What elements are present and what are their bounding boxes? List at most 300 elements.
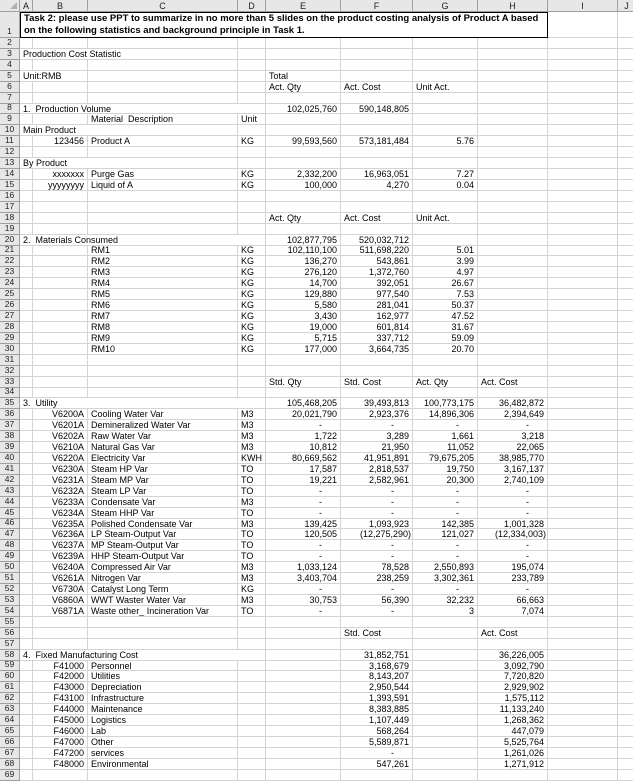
cell-D65[interactable] xyxy=(238,726,266,737)
cell-D27[interactable]: KG xyxy=(238,311,266,322)
row-header-42[interactable]: 42 xyxy=(0,475,20,486)
cell-F47[interactable]: (12,275,290) xyxy=(341,529,413,540)
row-header-53[interactable]: 53 xyxy=(0,595,20,606)
cell-I21[interactable] xyxy=(548,246,618,257)
cell-B11[interactable]: 123456 xyxy=(33,136,88,147)
cell-C45[interactable]: Steam HHP Var xyxy=(88,508,238,519)
cell-I9[interactable] xyxy=(548,114,618,125)
cell-H47[interactable]: (12,334,003) xyxy=(478,529,548,540)
cell-E59[interactable] xyxy=(266,661,341,672)
cell-E14[interactable]: 2,332,200 xyxy=(266,169,341,180)
cell-I47[interactable] xyxy=(548,529,618,540)
cell-C51[interactable]: Nitrogen Var xyxy=(88,573,238,584)
row-header-7[interactable]: 7 xyxy=(0,93,20,104)
cell-H19[interactable] xyxy=(478,224,548,235)
row-header-59[interactable]: 59 xyxy=(0,661,20,672)
cell-B36[interactable]: V6200A xyxy=(33,409,88,420)
cell-F45[interactable]: - xyxy=(341,508,413,519)
row-header-35[interactable]: 35 xyxy=(0,398,20,409)
cell-A20[interactable]: 2. Materials Consumed xyxy=(20,235,266,246)
cell-C17[interactable] xyxy=(88,202,238,213)
cell-G60[interactable] xyxy=(413,671,478,682)
cell-D60[interactable] xyxy=(238,671,266,682)
cell-G29[interactable]: 59.09 xyxy=(413,333,478,344)
cell-E10[interactable] xyxy=(266,125,341,136)
cell-E6[interactable]: Act. Qty xyxy=(266,82,341,93)
cell-F9[interactable] xyxy=(341,114,413,125)
cell-C16[interactable] xyxy=(88,191,238,202)
cell-G48[interactable]: - xyxy=(413,540,478,551)
cell-D63[interactable] xyxy=(238,704,266,715)
cell-J67[interactable] xyxy=(618,748,633,759)
row-header-32[interactable]: 32 xyxy=(0,366,20,377)
cell-H32[interactable] xyxy=(478,366,548,377)
cell-A34[interactable] xyxy=(20,388,33,399)
cell-J31[interactable] xyxy=(618,355,633,366)
cell-J37[interactable] xyxy=(618,420,633,431)
cell-F7[interactable] xyxy=(341,93,413,104)
cell-D57[interactable] xyxy=(238,639,266,650)
cell-F25[interactable]: 977,540 xyxy=(341,289,413,300)
cell-H53[interactable]: 66,663 xyxy=(478,595,548,606)
cell-D7[interactable] xyxy=(238,93,266,104)
cell-J25[interactable] xyxy=(618,289,633,300)
cell-G3[interactable] xyxy=(413,49,478,60)
cell-I33[interactable] xyxy=(548,377,618,388)
cell-C2[interactable] xyxy=(88,38,238,49)
cell-G35[interactable]: 100,773,175 xyxy=(413,398,478,409)
cell-C64[interactable]: Logistics xyxy=(88,715,238,726)
cell-A61[interactable] xyxy=(20,682,33,693)
cell-G11[interactable]: 5.76 xyxy=(413,136,478,147)
cell-C63[interactable]: Maintenance xyxy=(88,704,238,715)
cell-I39[interactable] xyxy=(548,442,618,453)
cell-D49[interactable]: TO xyxy=(238,551,266,562)
cell-D18[interactable] xyxy=(238,213,266,224)
cell-E49[interactable]: - xyxy=(266,551,341,562)
cell-D43[interactable]: TO xyxy=(238,486,266,497)
cell-A51[interactable] xyxy=(20,573,33,584)
row-header-5[interactable]: 5 xyxy=(0,71,20,82)
cell-I43[interactable] xyxy=(548,486,618,497)
cell-J10[interactable] xyxy=(618,125,633,136)
cell-C44[interactable]: Condensate Var xyxy=(88,497,238,508)
cell-G65[interactable] xyxy=(413,726,478,737)
cell-E63[interactable] xyxy=(266,704,341,715)
cell-H35[interactable]: 36,482,872 xyxy=(478,398,548,409)
cell-G58[interactable] xyxy=(413,650,478,661)
cell-B38[interactable]: V6202A xyxy=(33,431,88,442)
row-header-18[interactable]: 18 xyxy=(0,213,20,224)
select-all-corner[interactable] xyxy=(0,0,20,12)
cell-B30[interactable] xyxy=(33,344,88,355)
cell-F3[interactable] xyxy=(341,49,413,60)
row-header-33[interactable]: 33 xyxy=(0,377,20,388)
cell-J42[interactable] xyxy=(618,475,633,486)
cell-G37[interactable]: - xyxy=(413,420,478,431)
cell-D66[interactable] xyxy=(238,737,266,748)
cell-F12[interactable] xyxy=(341,147,413,158)
cell-J57[interactable] xyxy=(618,639,633,650)
cell-J44[interactable] xyxy=(618,497,633,508)
cell-J29[interactable] xyxy=(618,333,633,344)
cell-E33[interactable]: Std. Qty xyxy=(266,377,341,388)
cell-A43[interactable] xyxy=(20,486,33,497)
cell-D30[interactable]: KG xyxy=(238,344,266,355)
cell-C34[interactable] xyxy=(88,388,238,399)
row-header-1[interactable]: 1 xyxy=(0,12,20,38)
cell-J68[interactable] xyxy=(618,759,633,770)
cell-H48[interactable]: - xyxy=(478,540,548,551)
cell-G34[interactable] xyxy=(413,388,478,399)
row-header-55[interactable]: 55 xyxy=(0,617,20,628)
cell-C52[interactable]: Catalyst Long Term xyxy=(88,584,238,595)
cell-H66[interactable]: 5,525,764 xyxy=(478,737,548,748)
cell-G68[interactable] xyxy=(413,759,478,770)
cell-J28[interactable] xyxy=(618,322,633,333)
row-header-4[interactable]: 4 xyxy=(0,60,20,71)
cell-A13[interactable]: By Product xyxy=(20,158,238,169)
cell-E67[interactable] xyxy=(266,748,341,759)
cell-E27[interactable]: 3,430 xyxy=(266,311,341,322)
cell-I60[interactable] xyxy=(548,671,618,682)
column-header-E[interactable]: E xyxy=(266,0,341,12)
cell-E31[interactable] xyxy=(266,355,341,366)
cell-H42[interactable]: 2,740,109 xyxy=(478,475,548,486)
cell-F34[interactable] xyxy=(341,388,413,399)
cell-F8[interactable]: 590,148,805 xyxy=(341,104,413,115)
cell-G55[interactable] xyxy=(413,617,478,628)
cell-H40[interactable]: 38,985,770 xyxy=(478,453,548,464)
row-header-8[interactable]: 8 xyxy=(0,104,20,115)
cell-H11[interactable] xyxy=(478,136,548,147)
cell-H59[interactable]: 3,092,790 xyxy=(478,661,548,672)
cell-E29[interactable]: 5,715 xyxy=(266,333,341,344)
cell-A24[interactable] xyxy=(20,278,33,289)
row-header-10[interactable]: 10 xyxy=(0,125,20,136)
cell-D68[interactable] xyxy=(238,759,266,770)
cell-A64[interactable] xyxy=(20,715,33,726)
cell-D13[interactable] xyxy=(238,158,266,169)
cell-I55[interactable] xyxy=(548,617,618,628)
cell-I6[interactable] xyxy=(548,82,618,93)
cell-G14[interactable]: 7.27 xyxy=(413,169,478,180)
cell-C68[interactable]: Environmental xyxy=(88,759,238,770)
cell-C9[interactable]: Material Description xyxy=(88,114,238,125)
cell-H7[interactable] xyxy=(478,93,548,104)
column-header-I[interactable]: I xyxy=(548,0,618,12)
cell-A7[interactable] xyxy=(20,93,33,104)
cell-E39[interactable]: 10,812 xyxy=(266,442,341,453)
cell-G42[interactable]: 20,300 xyxy=(413,475,478,486)
cell-C33[interactable] xyxy=(88,377,238,388)
cell-A2[interactable] xyxy=(20,38,33,49)
cell-B33[interactable] xyxy=(33,377,88,388)
cell-G19[interactable] xyxy=(413,224,478,235)
cell-J59[interactable] xyxy=(618,661,633,672)
cell-J48[interactable] xyxy=(618,540,633,551)
cell-D45[interactable]: TO xyxy=(238,508,266,519)
cell-I25[interactable] xyxy=(548,289,618,300)
cell-H41[interactable]: 3,167,137 xyxy=(478,464,548,475)
cell-I34[interactable] xyxy=(548,388,618,399)
cell-I10[interactable] xyxy=(548,125,618,136)
cell-F30[interactable]: 3,664,735 xyxy=(341,344,413,355)
cell-B51[interactable]: V6261A xyxy=(33,573,88,584)
cell-E17[interactable] xyxy=(266,202,341,213)
cell-G18[interactable]: Unit Act. xyxy=(413,213,478,224)
cell-H33[interactable]: Act. Cost xyxy=(478,377,548,388)
cell-B69[interactable] xyxy=(33,770,88,781)
cell-J3[interactable] xyxy=(618,49,633,60)
cell-F43[interactable]: - xyxy=(341,486,413,497)
cell-J45[interactable] xyxy=(618,508,633,519)
cell-A15[interactable] xyxy=(20,180,33,191)
cell-B46[interactable]: V6235A xyxy=(33,519,88,530)
cell-H10[interactable] xyxy=(478,125,548,136)
cell-B64[interactable]: F45000 xyxy=(33,715,88,726)
cell-H67[interactable]: 1,261,026 xyxy=(478,748,548,759)
cell-E55[interactable] xyxy=(266,617,341,628)
cell-C25[interactable]: RM5 xyxy=(88,289,238,300)
cell-B23[interactable] xyxy=(33,267,88,278)
row-header-69[interactable]: 69 xyxy=(0,770,20,781)
cell-G17[interactable] xyxy=(413,202,478,213)
cell-F14[interactable]: 16,963,051 xyxy=(341,169,413,180)
cell-D51[interactable]: M3 xyxy=(238,573,266,584)
cell-B19[interactable] xyxy=(33,224,88,235)
cell-E51[interactable]: 3,403,704 xyxy=(266,573,341,584)
cell-E38[interactable]: 1,722 xyxy=(266,431,341,442)
cell-E62[interactable] xyxy=(266,693,341,704)
cell-H18[interactable] xyxy=(478,213,548,224)
cell-G47[interactable]: 121,027 xyxy=(413,529,478,540)
cell-D5[interactable] xyxy=(238,71,266,82)
cell-F27[interactable]: 162,977 xyxy=(341,311,413,322)
cell-C59[interactable]: Personnel xyxy=(88,661,238,672)
cell-E23[interactable]: 276,120 xyxy=(266,267,341,278)
cell-I13[interactable] xyxy=(548,158,618,169)
row-header-31[interactable]: 31 xyxy=(0,355,20,366)
row-header-14[interactable]: 14 xyxy=(0,169,20,180)
cell-C4[interactable] xyxy=(88,60,238,71)
row-header-39[interactable]: 39 xyxy=(0,442,20,453)
cell-E9[interactable] xyxy=(266,114,341,125)
cell-D48[interactable]: TO xyxy=(238,540,266,551)
cell-C19[interactable] xyxy=(88,224,238,235)
cell-D53[interactable]: M3 xyxy=(238,595,266,606)
cell-I41[interactable] xyxy=(548,464,618,475)
cell-A69[interactable] xyxy=(20,770,33,781)
cell-D21[interactable]: KG xyxy=(238,246,266,257)
cell-D61[interactable] xyxy=(238,682,266,693)
cell-A8[interactable]: 1. Production Volume xyxy=(20,104,266,115)
cell-I26[interactable] xyxy=(548,300,618,311)
cell-G49[interactable]: - xyxy=(413,551,478,562)
cell-D15[interactable]: KG xyxy=(238,180,266,191)
cell-E45[interactable]: - xyxy=(266,508,341,519)
cell-D26[interactable]: KG xyxy=(238,300,266,311)
cell-A26[interactable] xyxy=(20,300,33,311)
cell-D47[interactable]: TO xyxy=(238,529,266,540)
cell-H36[interactable]: 2,394,649 xyxy=(478,409,548,420)
cell-H29[interactable] xyxy=(478,333,548,344)
cell-A32[interactable] xyxy=(20,366,33,377)
cell-C62[interactable]: Infrastructure xyxy=(88,693,238,704)
cell-F4[interactable] xyxy=(341,60,413,71)
cell-I69[interactable] xyxy=(548,770,618,781)
cell-I2[interactable] xyxy=(548,38,618,49)
cell-I5[interactable] xyxy=(548,71,618,82)
cell-E20[interactable]: 102,877,795 xyxy=(266,235,341,246)
cell-A42[interactable] xyxy=(20,475,33,486)
column-header-B[interactable]: B xyxy=(33,0,88,12)
cell-I64[interactable] xyxy=(548,715,618,726)
cell-G31[interactable] xyxy=(413,355,478,366)
cell-B32[interactable] xyxy=(33,366,88,377)
cell-J56[interactable] xyxy=(618,628,633,639)
cell-C27[interactable]: RM7 xyxy=(88,311,238,322)
cell-J9[interactable] xyxy=(618,114,633,125)
cell-I23[interactable] xyxy=(548,267,618,278)
cell-H24[interactable] xyxy=(478,278,548,289)
cell-J30[interactable] xyxy=(618,344,633,355)
cell-E66[interactable] xyxy=(266,737,341,748)
cell-H52[interactable]: - xyxy=(478,584,548,595)
cell-H17[interactable] xyxy=(478,202,548,213)
cell-I58[interactable] xyxy=(548,650,618,661)
cell-D17[interactable] xyxy=(238,202,266,213)
cell-E50[interactable]: 1,033,124 xyxy=(266,562,341,573)
cell-A60[interactable] xyxy=(20,671,33,682)
cell-J7[interactable] xyxy=(618,93,633,104)
cell-C65[interactable]: Lab xyxy=(88,726,238,737)
cell-D41[interactable]: TO xyxy=(238,464,266,475)
cell-I22[interactable] xyxy=(548,256,618,267)
cell-A40[interactable] xyxy=(20,453,33,464)
cell-I42[interactable] xyxy=(548,475,618,486)
cell-I32[interactable] xyxy=(548,366,618,377)
cell-I46[interactable] xyxy=(548,519,618,530)
cell-I12[interactable] xyxy=(548,147,618,158)
cell-E7[interactable] xyxy=(266,93,341,104)
cell-A14[interactable] xyxy=(20,169,33,180)
cell-C67[interactable]: services xyxy=(88,748,238,759)
cell-H4[interactable] xyxy=(478,60,548,71)
cell-D38[interactable]: M3 xyxy=(238,431,266,442)
cell-F36[interactable]: 2,923,376 xyxy=(341,409,413,420)
cell-A9[interactable] xyxy=(20,114,33,125)
row-header-63[interactable]: 63 xyxy=(0,704,20,715)
cell-B45[interactable]: V6234A xyxy=(33,508,88,519)
cell-H14[interactable] xyxy=(478,169,548,180)
row-header-60[interactable]: 60 xyxy=(0,671,20,682)
cell-B65[interactable]: F46000 xyxy=(33,726,88,737)
cell-F2[interactable] xyxy=(341,38,413,49)
cell-G53[interactable]: 32,232 xyxy=(413,595,478,606)
cell-F23[interactable]: 1,372,760 xyxy=(341,267,413,278)
cell-E19[interactable] xyxy=(266,224,341,235)
cell-F24[interactable]: 392,051 xyxy=(341,278,413,289)
cell-I18[interactable] xyxy=(548,213,618,224)
cell-G54[interactable]: 3 xyxy=(413,606,478,617)
cell-C28[interactable]: RM8 xyxy=(88,322,238,333)
cell-I31[interactable] xyxy=(548,355,618,366)
cell-E37[interactable]: - xyxy=(266,420,341,431)
cell-D50[interactable]: M3 xyxy=(238,562,266,573)
cell-G69[interactable] xyxy=(413,770,478,781)
cell-C43[interactable]: Steam LP Var xyxy=(88,486,238,497)
cell-J11[interactable] xyxy=(618,136,633,147)
cell-G41[interactable]: 19,750 xyxy=(413,464,478,475)
cell-J36[interactable] xyxy=(618,409,633,420)
cell-B55[interactable] xyxy=(33,617,88,628)
cell-B50[interactable]: V6240A xyxy=(33,562,88,573)
cell-B39[interactable]: V6210A xyxy=(33,442,88,453)
cell-D12[interactable] xyxy=(238,147,266,158)
cell-G12[interactable] xyxy=(413,147,478,158)
cell-G45[interactable]: - xyxy=(413,508,478,519)
row-header-43[interactable]: 43 xyxy=(0,486,20,497)
cell-J23[interactable] xyxy=(618,267,633,278)
cell-C49[interactable]: HHP Steam-Output Var xyxy=(88,551,238,562)
cell-A63[interactable] xyxy=(20,704,33,715)
cell-J33[interactable] xyxy=(618,377,633,388)
cell-H34[interactable] xyxy=(478,388,548,399)
cell-J19[interactable] xyxy=(618,224,633,235)
cell-H50[interactable]: 195,074 xyxy=(478,562,548,573)
cell-I14[interactable] xyxy=(548,169,618,180)
cell-A53[interactable] xyxy=(20,595,33,606)
cell-J39[interactable] xyxy=(618,442,633,453)
cell-F18[interactable]: Act. Cost xyxy=(341,213,413,224)
cell-F46[interactable]: 1,093,923 xyxy=(341,519,413,530)
row-header-3[interactable]: 3 xyxy=(0,49,20,60)
cell-E68[interactable] xyxy=(266,759,341,770)
cell-F32[interactable] xyxy=(341,366,413,377)
cell-J55[interactable] xyxy=(618,617,633,628)
cell-F69[interactable] xyxy=(341,770,413,781)
cell-G59[interactable] xyxy=(413,661,478,672)
row-header-54[interactable]: 54 xyxy=(0,606,20,617)
cell-J12[interactable] xyxy=(618,147,633,158)
column-header-C[interactable]: C xyxy=(88,0,238,12)
cell-B43[interactable]: V6232A xyxy=(33,486,88,497)
cell-H9[interactable] xyxy=(478,114,548,125)
cell-I65[interactable] xyxy=(548,726,618,737)
cell-C57[interactable] xyxy=(88,639,238,650)
cell-D3[interactable] xyxy=(238,49,266,60)
cell-B68[interactable]: F48000 xyxy=(33,759,88,770)
cell-H13[interactable] xyxy=(478,158,548,169)
cell-J2[interactable] xyxy=(618,38,633,49)
row-header-37[interactable]: 37 xyxy=(0,420,20,431)
cell-A1[interactable]: Task 2: please use PPT to summarize in no more than 5 slides on the product costing analysis of Product A based on the following statistics and background principle in Task 1. xyxy=(20,12,548,38)
cell-J8[interactable] xyxy=(618,104,633,115)
cell-A59[interactable] xyxy=(20,661,33,672)
row-header-15[interactable]: 15 xyxy=(0,180,20,191)
cell-B12[interactable] xyxy=(33,147,88,158)
cell-C38[interactable]: Raw Water Var xyxy=(88,431,238,442)
cell-D54[interactable]: TO xyxy=(238,606,266,617)
cell-A25[interactable] xyxy=(20,289,33,300)
cell-B29[interactable] xyxy=(33,333,88,344)
cell-C21[interactable]: RM1 xyxy=(88,246,238,257)
row-header-25[interactable]: 25 xyxy=(0,289,20,300)
cell-B54[interactable]: V6871A xyxy=(33,606,88,617)
cell-G32[interactable] xyxy=(413,366,478,377)
row-header-41[interactable]: 41 xyxy=(0,464,20,475)
